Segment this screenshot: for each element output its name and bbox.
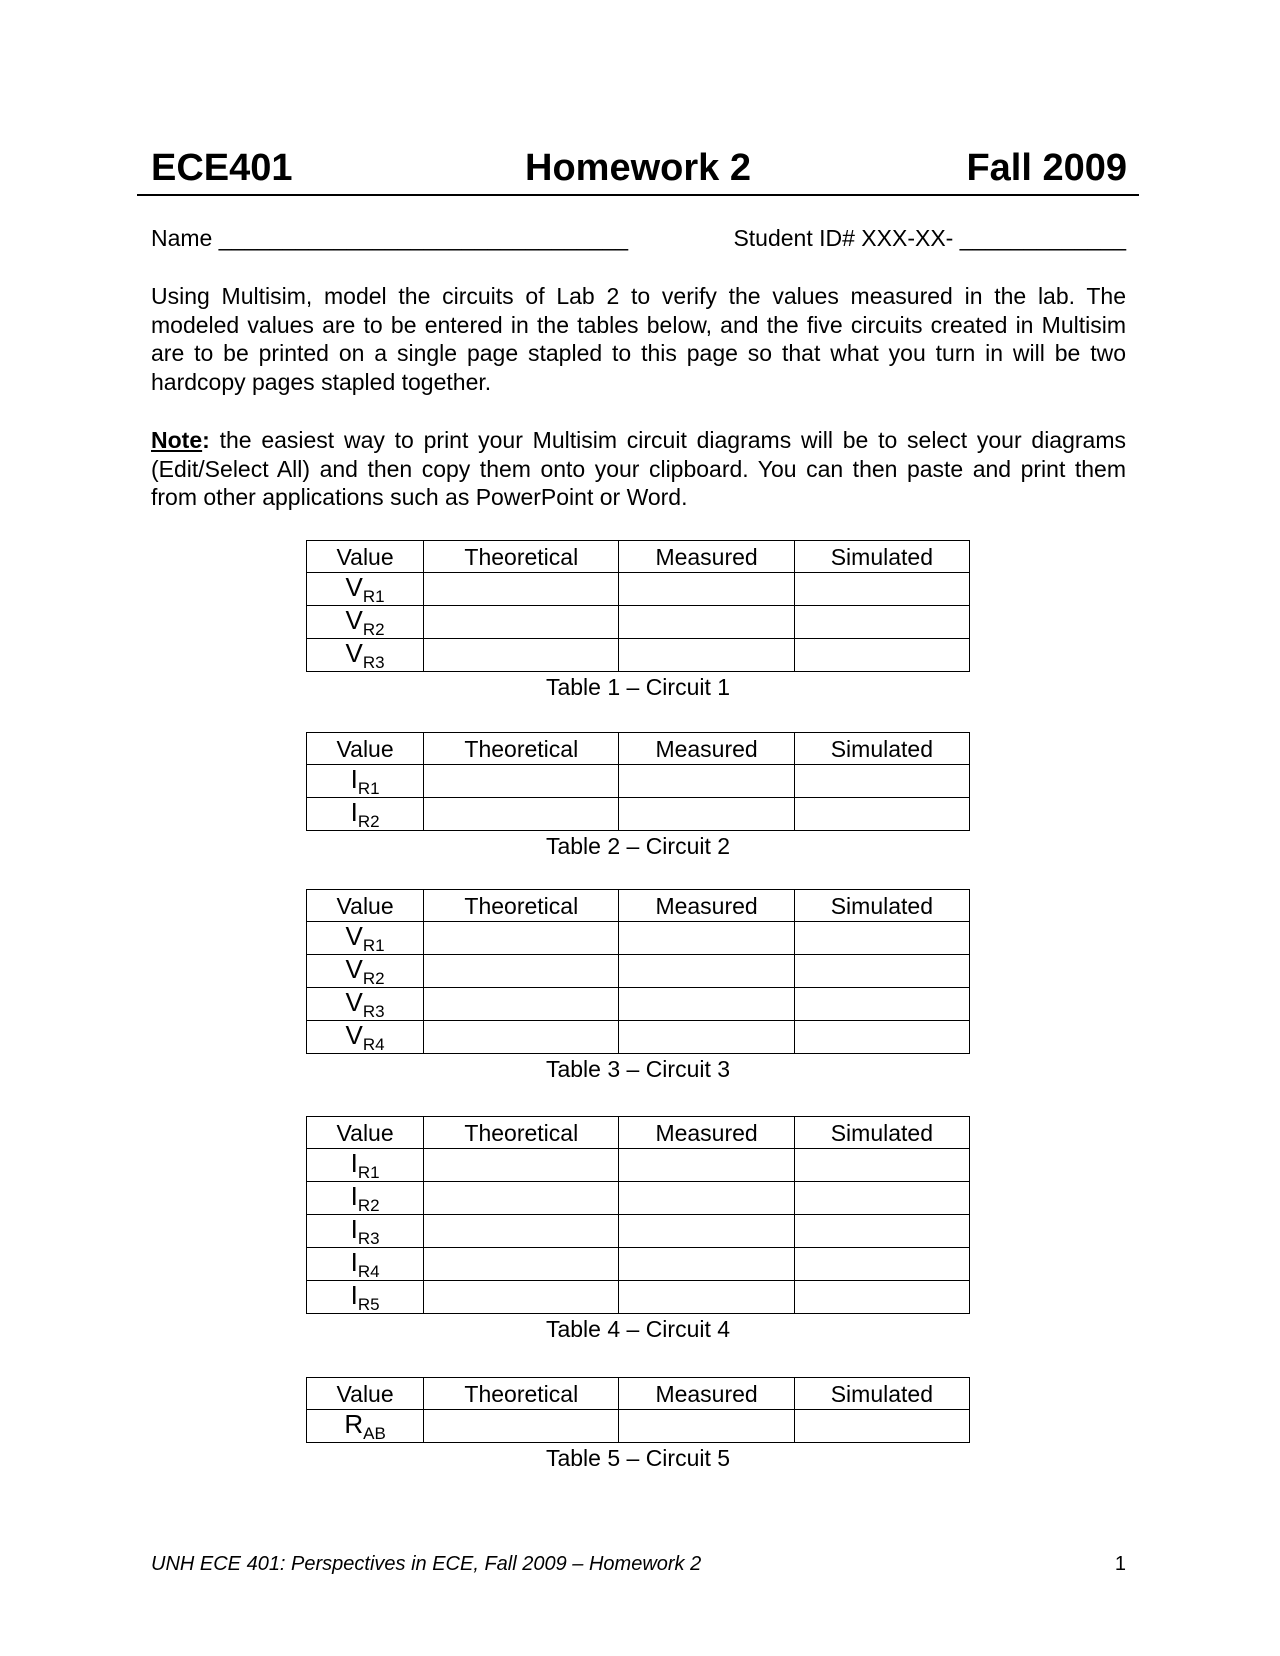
- value-symbol-cell: [307, 1182, 424, 1215]
- symbol-letter: I: [350, 1181, 358, 1211]
- theoretical-entry-cell[interactable]: [424, 1149, 619, 1182]
- simulated-entry-cell[interactable]: [794, 955, 969, 988]
- page-title: Homework 2: [525, 147, 751, 189]
- symbol-subscript: R1: [357, 779, 380, 798]
- symbol-letter: V: [345, 605, 363, 635]
- symbol-letter: V: [345, 1020, 363, 1050]
- table-row: [307, 1281, 970, 1314]
- measured-entry-cell[interactable]: [619, 1281, 794, 1314]
- table-row: [307, 573, 970, 606]
- page-header: [137, 146, 1139, 196]
- results-table: [306, 540, 970, 672]
- note-paragraph: [151, 426, 1126, 512]
- value-symbol-cell: [307, 922, 424, 955]
- table-row: [307, 1215, 970, 1248]
- value-symbol-cell: [307, 1248, 424, 1281]
- column-header-simulated: Simulated: [794, 733, 969, 765]
- table-caption: Table 4 – Circuit 4: [545, 1316, 731, 1342]
- course-code: ECE401: [151, 147, 293, 189]
- column-header-theoretical: Theoretical: [424, 1117, 619, 1149]
- table-2: [306, 732, 970, 861]
- table-header-row: [307, 890, 970, 922]
- measured-entry-cell[interactable]: [619, 1410, 794, 1443]
- measured-entry-cell[interactable]: [619, 955, 794, 988]
- symbol-subscript: R2: [362, 969, 385, 988]
- table-row: [307, 922, 970, 955]
- value-symbol-cell: [307, 639, 424, 672]
- value-symbol-cell: [307, 1410, 424, 1443]
- symbol-subscript: R4: [362, 1035, 385, 1054]
- column-header-value: Value: [307, 1378, 424, 1410]
- table-row: [307, 1410, 970, 1443]
- symbol-letter: I: [350, 764, 358, 794]
- value-symbol-cell: [307, 1281, 424, 1314]
- table-caption: Table 2 – Circuit 2: [545, 833, 731, 859]
- measured-entry-cell[interactable]: [619, 988, 794, 1021]
- measured-entry-cell[interactable]: [619, 765, 794, 798]
- table-row: [307, 955, 970, 988]
- symbol-letter: I: [350, 1280, 358, 1310]
- simulated-entry-cell[interactable]: [794, 606, 969, 639]
- column-header-measured: Measured: [619, 1117, 794, 1149]
- column-header-simulated: Simulated: [794, 1378, 969, 1410]
- table-row: [307, 1248, 970, 1281]
- theoretical-entry-cell[interactable]: [424, 606, 619, 639]
- theoretical-entry-cell[interactable]: [424, 798, 619, 831]
- term-label: Fall 2009: [966, 147, 1127, 189]
- theoretical-entry-cell[interactable]: [424, 573, 619, 606]
- value-symbol-cell: [307, 573, 424, 606]
- column-header-simulated: Simulated: [794, 1117, 969, 1149]
- column-header-theoretical: Theoretical: [424, 541, 619, 573]
- column-header-theoretical: Theoretical: [424, 733, 619, 765]
- theoretical-entry-cell[interactable]: [424, 1410, 619, 1443]
- column-header-measured: Measured: [619, 1378, 794, 1410]
- measured-entry-cell[interactable]: [619, 606, 794, 639]
- simulated-entry-cell[interactable]: [794, 1149, 969, 1182]
- results-table: [306, 1377, 970, 1443]
- column-header-value: Value: [307, 733, 424, 765]
- theoretical-entry-cell[interactable]: [424, 922, 619, 955]
- column-header-measured: Measured: [619, 890, 794, 922]
- simulated-entry-cell[interactable]: [794, 798, 969, 831]
- measured-entry-cell[interactable]: [619, 1248, 794, 1281]
- symbol-letter: V: [345, 987, 363, 1017]
- measured-entry-cell[interactable]: [619, 798, 794, 831]
- table-row: [307, 1182, 970, 1215]
- table-row: [307, 639, 970, 672]
- table-caption: Table 5 – Circuit 5: [545, 1445, 731, 1471]
- column-header-value: Value: [307, 890, 424, 922]
- symbol-subscript: R3: [362, 653, 385, 672]
- theoretical-entry-cell[interactable]: [424, 1182, 619, 1215]
- value-symbol-cell: [307, 1149, 424, 1182]
- measured-entry-cell[interactable]: [619, 639, 794, 672]
- table-caption: Table 3 – Circuit 3: [545, 1056, 731, 1082]
- symbol-subscript: R4: [357, 1262, 380, 1281]
- column-header-value: Value: [307, 541, 424, 573]
- symbol-subscript: R3: [357, 1229, 380, 1248]
- column-header-measured: Measured: [619, 733, 794, 765]
- column-header-theoretical: Theoretical: [424, 1378, 619, 1410]
- symbol-letter: V: [345, 921, 363, 951]
- theoretical-entry-cell[interactable]: [424, 955, 619, 988]
- measured-entry-cell[interactable]: [619, 1149, 794, 1182]
- simulated-entry-cell[interactable]: [794, 1248, 969, 1281]
- measured-entry-cell[interactable]: [619, 922, 794, 955]
- name-id-line: [151, 223, 1126, 253]
- value-symbol-cell: [307, 988, 424, 1021]
- value-symbol-cell: [307, 955, 424, 988]
- measured-entry-cell[interactable]: [619, 1021, 794, 1054]
- table-5: [306, 1377, 970, 1473]
- table-header-row: [307, 541, 970, 573]
- symbol-subscript: R1: [362, 936, 385, 955]
- symbol-subscript: R1: [357, 1163, 380, 1182]
- column-header-measured: Measured: [619, 541, 794, 573]
- simulated-entry-cell[interactable]: [794, 1215, 969, 1248]
- theoretical-entry-cell[interactable]: [424, 1248, 619, 1281]
- theoretical-entry-cell[interactable]: [424, 765, 619, 798]
- theoretical-entry-cell[interactable]: [424, 988, 619, 1021]
- value-symbol-cell: [307, 1215, 424, 1248]
- note-colon: :: [202, 427, 210, 453]
- symbol-subscript: R5: [357, 1295, 380, 1314]
- measured-entry-cell[interactable]: [619, 1215, 794, 1248]
- simulated-entry-cell[interactable]: [794, 1021, 969, 1054]
- symbol-letter: I: [350, 797, 358, 827]
- simulated-entry-cell[interactable]: [794, 922, 969, 955]
- table-row: [307, 988, 970, 1021]
- table-3: [306, 889, 970, 1084]
- column-header-theoretical: Theoretical: [424, 890, 619, 922]
- student-id-label: Student ID# XXX-XX- _____________: [733, 225, 1126, 251]
- theoretical-entry-cell[interactable]: [424, 639, 619, 672]
- column-header-simulated: Simulated: [794, 541, 969, 573]
- results-table: [306, 1116, 970, 1314]
- symbol-subscript: AB: [363, 1424, 386, 1443]
- simulated-entry-cell[interactable]: [794, 1182, 969, 1215]
- symbol-subscript: R3: [362, 1002, 385, 1021]
- simulated-entry-cell[interactable]: [794, 1410, 969, 1443]
- results-table: [306, 732, 970, 831]
- column-header-value: Value: [307, 1117, 424, 1149]
- note-text: the easiest way to print your Multisim circuit diagrams will be to select your diagrams (Edit/Select All) and then copy them onto your clipboard. You can then paste and print them from other applications such as PowerPoint or Word.: [151, 427, 1126, 510]
- symbol-letter: R: [344, 1409, 364, 1439]
- symbol-letter: V: [345, 638, 363, 668]
- symbol-letter: I: [350, 1247, 358, 1277]
- symbol-letter: I: [350, 1214, 358, 1244]
- table-header-row: [307, 1378, 970, 1410]
- table-row: [307, 1149, 970, 1182]
- page-number: 1: [1114, 1553, 1126, 1575]
- value-symbol-cell: [307, 765, 424, 798]
- table-1: [306, 540, 970, 702]
- table-row: [307, 798, 970, 831]
- instructions-paragraph: Using Multisim, model the circuits of Lab 2 to verify the values measured in the lab. The modeled values are to be entered in the tables below, and the five circuits created in Multisim are to be printed on a single page stapled to this page so that what you turn in will be two hardcopy pages stapled together.: [151, 283, 1126, 395]
- symbol-subscript: R2: [357, 1196, 380, 1215]
- results-table: [306, 889, 970, 1054]
- symbol-subscript: R2: [362, 620, 385, 639]
- name-field-label: Name ________________________________: [151, 225, 629, 251]
- table-header-row: [307, 1117, 970, 1149]
- theoretical-entry-cell[interactable]: [424, 1215, 619, 1248]
- table-row: [307, 1021, 970, 1054]
- note-label: Note: [151, 427, 203, 453]
- column-header-simulated: Simulated: [794, 890, 969, 922]
- page-footer: [151, 1551, 1126, 1577]
- simulated-entry-cell[interactable]: [794, 765, 969, 798]
- table-header-row: [307, 733, 970, 765]
- symbol-subscript: R1: [362, 587, 385, 606]
- value-symbol-cell: [307, 606, 424, 639]
- table-row: [307, 606, 970, 639]
- value-symbol-cell: [307, 798, 424, 831]
- symbol-letter: I: [350, 1148, 358, 1178]
- simulated-entry-cell[interactable]: [794, 573, 969, 606]
- simulated-entry-cell[interactable]: [794, 639, 969, 672]
- measured-entry-cell[interactable]: [619, 573, 794, 606]
- footer-text: UNH ECE 401: Perspectives in ECE, Fall 2009 – Homework 2: [151, 1553, 702, 1575]
- value-symbol-cell: [307, 1021, 424, 1054]
- simulated-entry-cell[interactable]: [794, 1281, 969, 1314]
- table-caption: Table 1 – Circuit 1: [545, 674, 731, 700]
- table-row: [307, 765, 970, 798]
- symbol-subscript: R2: [357, 812, 380, 831]
- theoretical-entry-cell[interactable]: [424, 1021, 619, 1054]
- symbol-letter: V: [345, 572, 363, 602]
- theoretical-entry-cell[interactable]: [424, 1281, 619, 1314]
- symbol-letter: V: [345, 954, 363, 984]
- measured-entry-cell[interactable]: [619, 1182, 794, 1215]
- table-4: [306, 1116, 970, 1344]
- simulated-entry-cell[interactable]: [794, 988, 969, 1021]
